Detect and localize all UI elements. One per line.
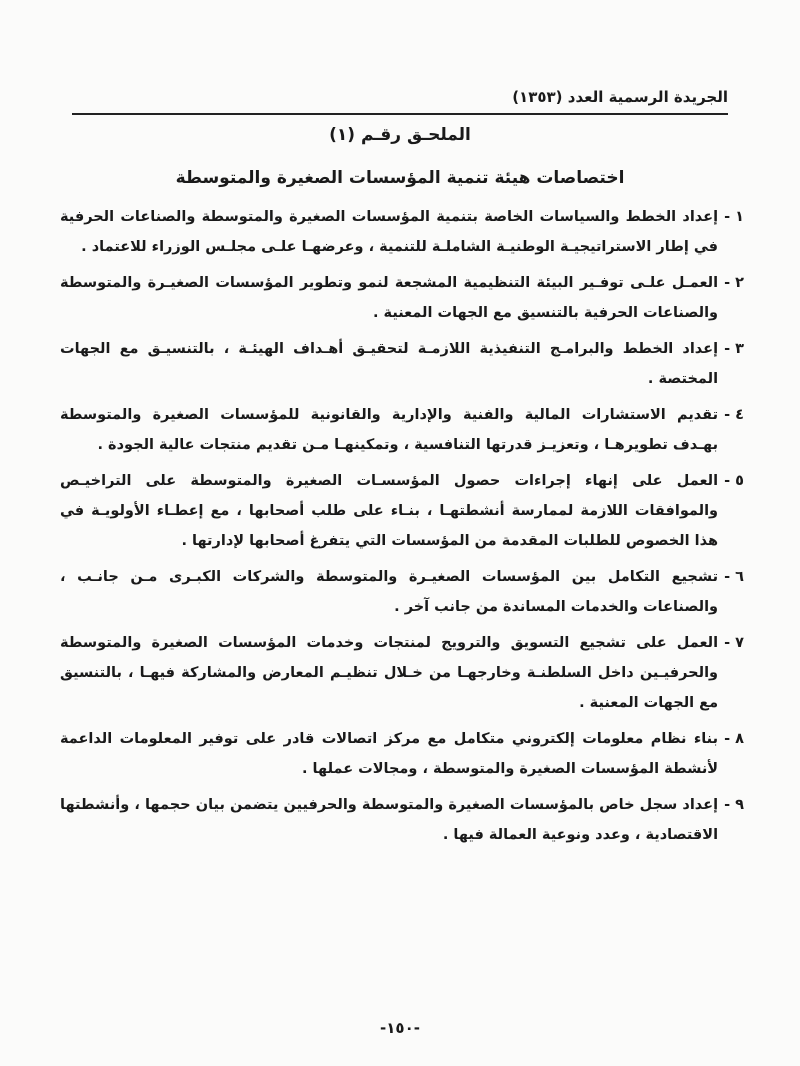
item-text: تقديم الاستشارات المالية والفنية والإدارية والقانونية للمؤسسات الصغيرة والمتوسطة بهـدف تطويرهـا ، وتعزيـز قدرتها التنافسية ، وتمكينهـا مـن تقديم منتجات عالية الجودة . bbox=[60, 407, 719, 453]
competencies-list bbox=[60, 202, 744, 856]
list-item bbox=[60, 628, 744, 718]
item-number: ٧ - bbox=[724, 635, 744, 651]
item-text: العمـل علـى توفـير البيئة التنظيمية المشجعة لنمو وتطوير المؤسسات الصغيـرة والمتوسطة والصناعات الحرفية بالتنسيق مع الجهات المعنية . bbox=[60, 275, 719, 321]
item-text: إعداد الخطط والسياسات الخاصة بتنمية المؤسسات الصغيرة والمتوسطة والصناعات الحرفية في إطار الاستراتيجيـة الوطنيـة الشاملـة للتنمية ، وعرضهـا علـى مجلـس الوزراء للاعتماد . bbox=[60, 209, 719, 255]
item-text: العمل على تشجيع التسويق والترويج لمنتجات وخدمات المؤسسات الصغيرة والمتوسطة والحرفيـين داخل السلطنـة وخارجهـا من خـلال تنظيـم المعارض والمشاركة فيهـا ، بالتنسيق مع الجهات المعنية . bbox=[60, 635, 719, 711]
list-item bbox=[60, 202, 744, 262]
page-number: -١٥٠- bbox=[380, 1019, 420, 1037]
item-number: ٥ - bbox=[724, 473, 744, 489]
annex-title: الملحـق رقـم (١) bbox=[329, 125, 471, 145]
item-number: ٢ - bbox=[724, 275, 744, 291]
item-number: ٩ - bbox=[724, 797, 744, 813]
item-text: إعداد الخطط والبرامـج التنفيذية اللازمـة لتحقيـق أهـداف الهيئـة ، بالتنسيـق مع الجهات المختصة . bbox=[60, 341, 719, 387]
item-number: ٣ - bbox=[724, 341, 744, 357]
page-title: اختصاصات هيئة تنمية المؤسسات الصغيرة والمتوسطة bbox=[175, 168, 625, 188]
item-text: بناء نظام معلومات إلكتروني متكامل مع مركز اتصالات قادر على توفير المعلومات الداعمة لأنشطة المؤسسات الصغيرة والمتوسطة ، ومجالات عملها . bbox=[60, 731, 719, 777]
item-text: إعداد سجل خاص بالمؤسسات الصغيرة والمتوسطة والحرفيين يتضمن بيان حجمها ، وأنشطتها الاقتصادية ، وعدد ونوعية العمالة فيها . bbox=[60, 797, 719, 843]
item-text: تشجيع التكامل بين المؤسسات الصغيـرة والمتوسطة والشركات الكبـرى مـن جانـب ، والصناعات والخدمات المساندة من جانب آخر . bbox=[60, 569, 719, 615]
running-header: الجريدة الرسمية العدد (١٣٥٣) bbox=[512, 88, 728, 106]
item-number: ٦ - bbox=[724, 569, 744, 585]
list-item bbox=[60, 562, 744, 622]
item-number: ٨ - bbox=[724, 731, 744, 747]
item-text: العمل على إنهاء إجراءات حصول المؤسسـات الصغيرة والمتوسطة على التراخيـص والموافقات اللازمة لممارسة أنشطتهـا ، بنـاء على طلب أصحابها ، مع إعطـاء الأولويـة في هذا الخصوص للطلبات المقدمة من المؤسسات التي يتفرغ أصحابها لإدارتها . bbox=[60, 473, 719, 549]
item-number: ١ - bbox=[724, 209, 744, 225]
list-item bbox=[60, 400, 744, 460]
header-rule bbox=[72, 113, 728, 115]
list-item bbox=[60, 724, 744, 784]
item-number: ٤ - bbox=[724, 407, 744, 423]
list-item bbox=[60, 334, 744, 394]
list-item bbox=[60, 466, 744, 556]
list-item bbox=[60, 790, 744, 850]
list-item bbox=[60, 268, 744, 328]
